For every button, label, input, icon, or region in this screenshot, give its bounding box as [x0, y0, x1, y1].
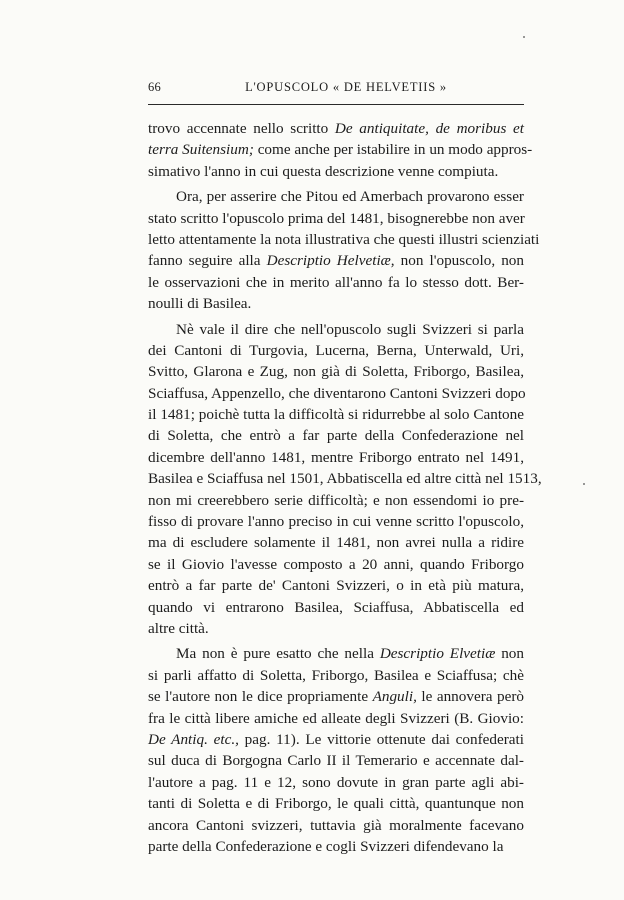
text-line — [148, 186, 524, 207]
text-line — [148, 772, 524, 793]
text-line — [148, 618, 524, 639]
text-line — [148, 340, 524, 361]
text-run: Ma non è pure esatto che nella — [176, 645, 380, 663]
text-line — [148, 361, 524, 382]
italic-text: terra Suitensium; — [148, 141, 254, 159]
paper-speck — [583, 483, 585, 485]
text-line — [148, 250, 524, 271]
text-run: non — [495, 645, 524, 663]
text-line — [148, 272, 524, 293]
text-run: trovo accennate nello scritto — [148, 120, 335, 137]
text-line — [148, 293, 524, 314]
text-run: noulli di Basilea. — [148, 295, 252, 313]
body-text — [148, 118, 542, 857]
text-line — [148, 575, 524, 596]
text-run: le annovera però — [416, 688, 524, 706]
text-line — [148, 554, 524, 575]
text-run: Nè vale il dire che nell'opuscolo sugli Svizzeri si parla — [176, 320, 524, 338]
text-run: se il Giovio l'avesse composto a 20 anni, quando Friborgo — [148, 555, 524, 573]
paper-speck — [523, 36, 525, 38]
text-run: ancora Cantoni svizzeri, tuttavia già moralmente facevano — [148, 816, 524, 834]
text-run: le osservazioni che in merito all'anno fa lo stesso dott. Ber- — [148, 273, 524, 291]
text-run: entrò a far parte de' Cantoni Svizzeri, o in età più matura, — [148, 577, 524, 595]
text-line — [148, 319, 524, 340]
text-line — [148, 383, 524, 404]
text-line — [148, 793, 524, 814]
text-line — [148, 118, 524, 139]
text-run: fisso di provare l'anno preciso in cui venne scritto l'opuscolo, — [148, 513, 524, 531]
text-line — [148, 425, 524, 446]
italic-text: Descriptio Helvetiæ, — [266, 252, 395, 270]
page-number: 66 — [148, 80, 162, 94]
text-run: simativo l'anno in cui questa descrizione venne compiuta. — [148, 162, 499, 180]
text-run: di Soletta, che entrò a far parte della Confederazione nel — [148, 427, 524, 445]
text-run: come anche per istabilire in un modo appros- — [253, 141, 533, 159]
text-line — [148, 686, 524, 707]
italic-text: Anguli, — [372, 688, 417, 706]
text-run: l'autore a pag. 11 e 12, sono dovute in gran parte agli abi- — [148, 773, 524, 791]
text-run: tanti di Soletta e di Friborgo, le quali città, quantunque non — [148, 795, 524, 813]
text-run: letto attentamente la nota illustrativa che questi illustri scienziati — [148, 230, 540, 248]
text-run: fanno seguire alla — [148, 252, 267, 270]
text-run: Ora, per asserire che Pitou ed Amerbach provarono esser — [176, 188, 524, 206]
text-line — [148, 468, 542, 489]
text-run: Sciaffusa, Appenzello, che diventarono Cantoni Svizzeri dopo — [148, 384, 526, 402]
text-run: sul duca di Borgogna Carlo II il Temerario e accennate dal- — [148, 752, 524, 770]
text-run: se l'autore non le dice propriamente — [148, 688, 373, 706]
text-line — [148, 447, 524, 468]
page-header — [148, 80, 524, 102]
text-run: non l'opuscolo, non — [394, 252, 524, 270]
text-run: non mi creerebbero serie difficoltà; e non essendomi io pre- — [148, 491, 524, 509]
text-line — [148, 511, 524, 532]
italic-text: De Antiq. etc., — [148, 730, 239, 748]
text-line — [148, 229, 540, 250]
text-line — [148, 208, 524, 229]
text-run: stato scritto l'opuscolo prima del 1481, bisognerebbe non aver — [148, 209, 525, 227]
text-run: parte della Confederazione e cogli Svizzeri difendevano la — [148, 837, 504, 855]
text-run: si parli affatto di Soletta, Friborgo, Basilea e Sciaffusa; chè — [148, 666, 524, 684]
italic-text: De antiquitate, de moribus et — [334, 120, 524, 137]
text-line — [148, 708, 524, 729]
running-head: L'OPUSCOLO « DE HELVETIIS » — [245, 80, 447, 94]
text-run: pag. 11). Le vittorie ottenute dai confederati — [238, 730, 524, 748]
text-line — [148, 729, 524, 750]
text-run: Basilea e Sciaffusa nel 1501, Abbatiscella ed altre città nel 1513, — [148, 470, 542, 488]
text-line — [148, 643, 524, 664]
paragraph — [148, 319, 542, 640]
text-line — [148, 161, 524, 182]
text-line — [148, 836, 524, 857]
text-run: Svitto, Glarona e Zug, non già di Soletta, Friborgo, Basilea, — [148, 363, 524, 381]
text-line — [148, 750, 524, 771]
paragraph — [148, 118, 533, 182]
text-run: dicembre dell'anno 1481, mentre Friborgo entrato nel 1491, — [148, 448, 524, 466]
text-line — [148, 139, 533, 160]
text-run: ma di escludere solamente il 1481, non avrei nulla a ridire — [148, 534, 524, 552]
text-line — [148, 532, 524, 553]
text-run: quando vi entrarono Basilea, Sciaffusa, Abbatiscella ed — [148, 598, 524, 616]
paragraph — [148, 186, 540, 314]
text-run: fra le città libere amiche ed alleate degli Svizzeri (B. Giovio: — [148, 709, 524, 727]
paragraph — [148, 643, 524, 857]
text-run: altre città. — [148, 619, 209, 637]
text-line — [148, 490, 524, 511]
text-run: dei Cantoni di Turgovia, Lucerna, Berna, Unterwald, Uri, — [148, 341, 524, 359]
header-rule — [148, 104, 524, 105]
text-line — [148, 665, 524, 686]
text-line — [148, 815, 524, 836]
italic-text: Descriptio Elvetiæ — [379, 645, 496, 663]
text-line — [148, 404, 524, 425]
text-line — [148, 597, 524, 618]
text-run: il 1481; poichè tutta la difficoltà si ridurrebbe al solo Cantone — [148, 406, 524, 424]
